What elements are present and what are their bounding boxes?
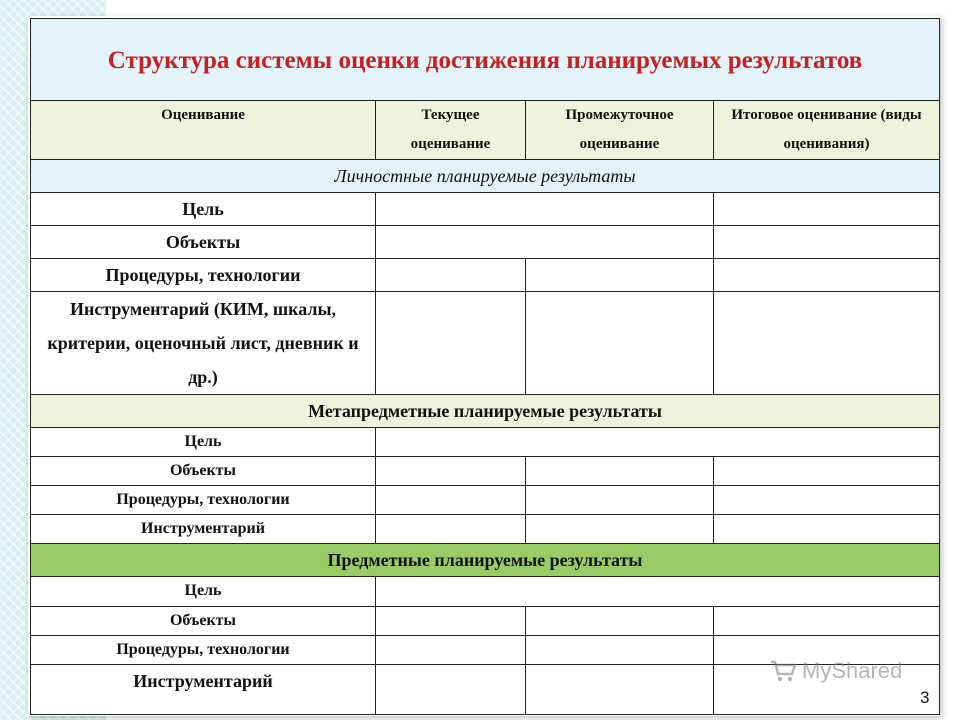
table-row xyxy=(31,193,940,226)
table-cell xyxy=(376,193,714,226)
table-cell xyxy=(376,486,526,515)
table-row xyxy=(31,259,940,292)
row-label: Инструментарий xyxy=(31,515,376,544)
page-number: 3 xyxy=(920,688,930,707)
section-heading-personal: Личностные планируемые результаты xyxy=(31,160,940,193)
table-cell xyxy=(376,292,526,395)
row-label: Объекты xyxy=(31,607,376,636)
header-final: Итоговое оценивание (виды оценивания) xyxy=(714,101,940,160)
table-cell xyxy=(714,607,940,636)
row-label: Цель xyxy=(31,428,376,457)
table-cell xyxy=(714,457,940,486)
shopping-cart-icon xyxy=(768,656,798,686)
table-row xyxy=(31,226,940,259)
header-assessment: Оценивание xyxy=(31,101,376,160)
table-title: Структура системы оценки достижения планируемых результатов xyxy=(31,19,940,101)
table-cell xyxy=(714,292,940,395)
row-label: Объекты xyxy=(31,226,376,259)
row-label: Процедуры, технологии xyxy=(31,636,376,665)
table-cell xyxy=(376,259,526,292)
table-cell xyxy=(526,515,714,544)
section-heading-subject: Предметные планируемые результаты xyxy=(31,544,940,577)
row-label: Инструментарий xyxy=(31,665,376,715)
row-label: Цель xyxy=(31,577,376,607)
section-heading-metasubject: Метапредметные планируемые результаты xyxy=(31,395,940,428)
header-current: Текущее оценивание xyxy=(376,101,526,160)
header-row xyxy=(31,101,940,160)
table-row xyxy=(31,515,940,544)
table-row xyxy=(31,457,940,486)
table-cell xyxy=(376,428,940,457)
table-cell xyxy=(714,193,940,226)
row-label: Инструментарий (КИМ, шкалы, критерии, оценочный лист, дневник и др.) xyxy=(31,292,376,395)
table-cell xyxy=(376,515,526,544)
table-cell xyxy=(376,665,526,715)
watermark-logo xyxy=(768,656,902,686)
row-label: Процедуры, технологии xyxy=(31,259,376,292)
table-cell xyxy=(526,259,714,292)
title-row xyxy=(31,19,940,101)
table-cell xyxy=(526,486,714,515)
table-cell xyxy=(376,226,714,259)
table-cell xyxy=(376,636,526,665)
table-row xyxy=(31,292,940,395)
table-cell xyxy=(714,486,940,515)
table-cell xyxy=(376,577,940,607)
table-cell xyxy=(714,259,940,292)
row-label: Процедуры, технологии xyxy=(31,486,376,515)
table-row xyxy=(31,607,940,636)
table-cell xyxy=(526,292,714,395)
table-cell xyxy=(526,665,714,715)
section-heading-row xyxy=(31,160,940,193)
table-cell xyxy=(376,457,526,486)
table-cell xyxy=(714,226,940,259)
table-cell xyxy=(526,607,714,636)
table-row xyxy=(31,577,940,607)
table-row xyxy=(31,428,940,457)
header-intermediate: Промежуточное оценивание xyxy=(526,101,714,160)
section-heading-row xyxy=(31,395,940,428)
row-label: Объекты xyxy=(31,457,376,486)
table-cell xyxy=(526,636,714,665)
table-row xyxy=(31,486,940,515)
section-heading-row xyxy=(31,544,940,577)
table-cell xyxy=(526,457,714,486)
watermark-text: MyShared xyxy=(802,658,903,683)
table-cell xyxy=(714,515,940,544)
row-label: Цель xyxy=(31,193,376,226)
table-cell xyxy=(376,607,526,636)
assessment-structure-table xyxy=(30,18,940,715)
